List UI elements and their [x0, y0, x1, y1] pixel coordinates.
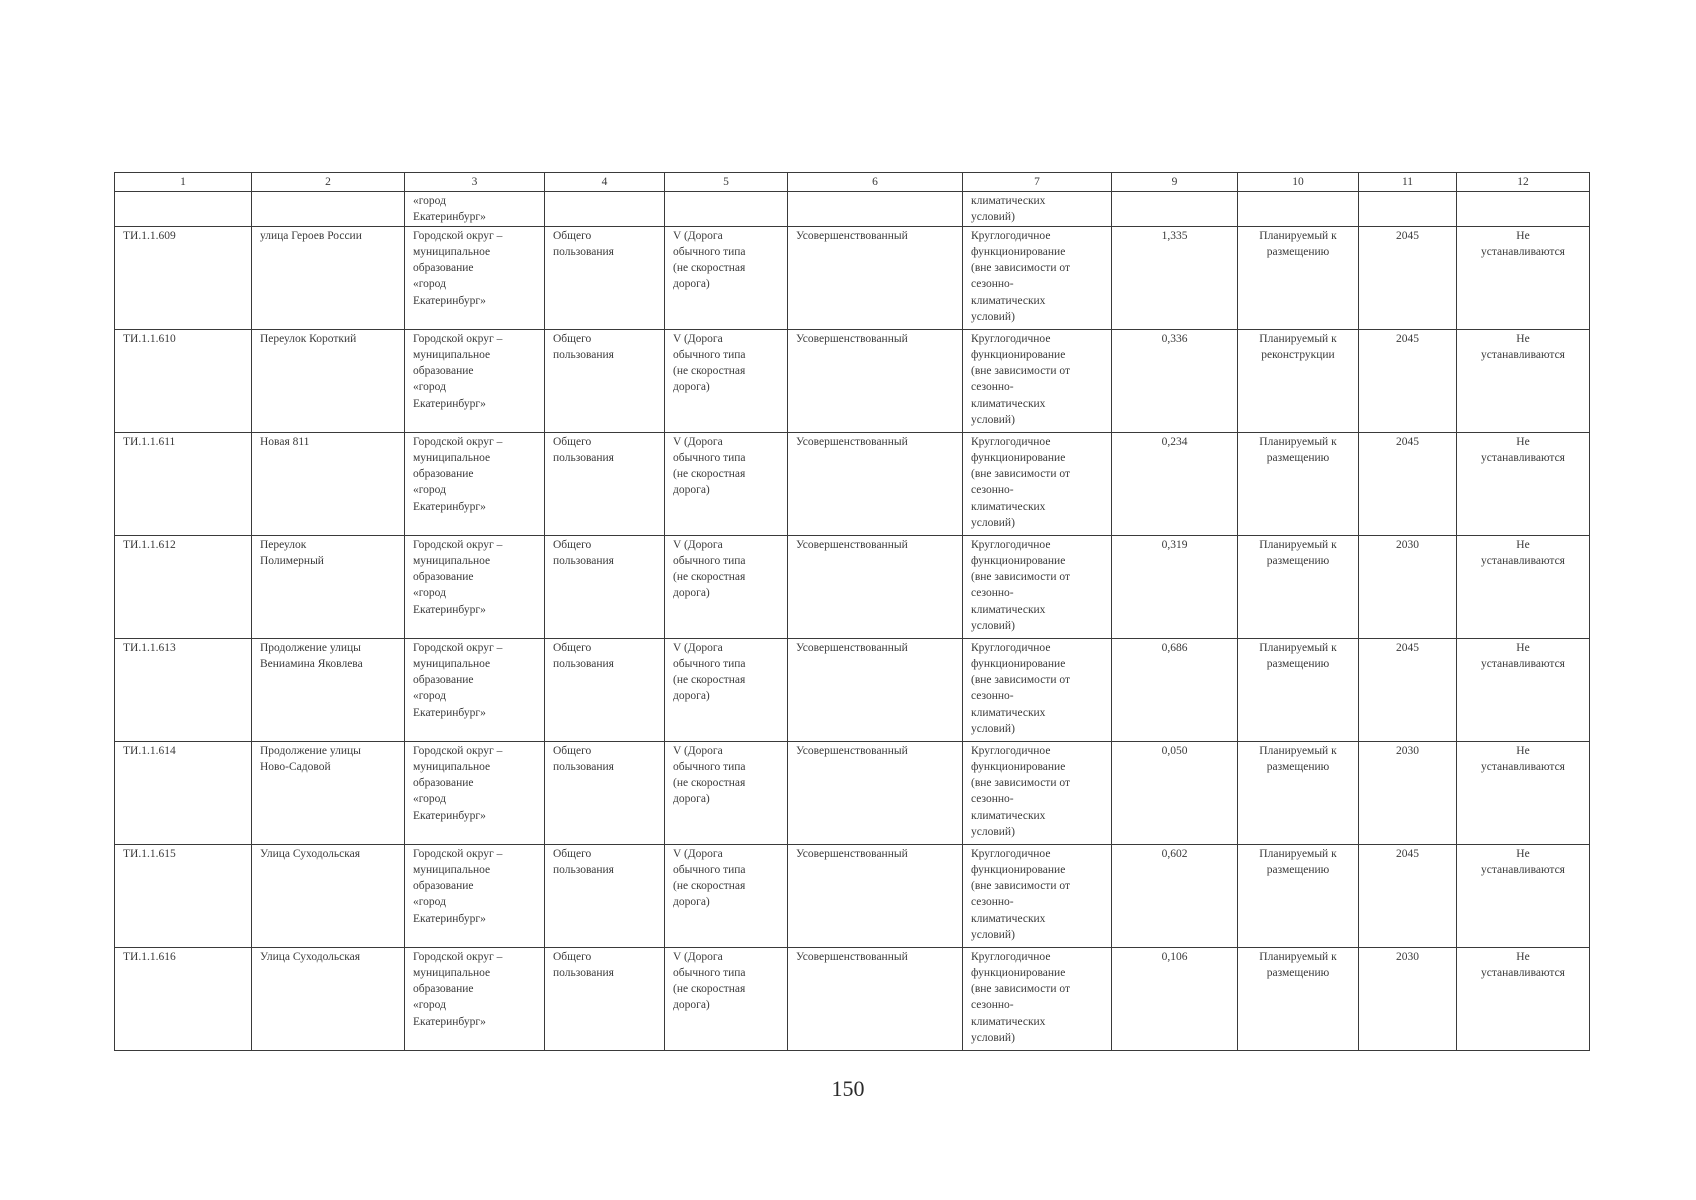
table-row	[115, 844, 1590, 947]
cell-length: 0,319	[1112, 535, 1238, 638]
table-row	[115, 226, 1590, 329]
table-row-continued	[115, 192, 1590, 227]
cell-length	[1112, 192, 1238, 227]
cell-length: 0,686	[1112, 638, 1238, 741]
cell-municipality: Городской округ – муниципальное образование «город Екатеринбург»	[405, 741, 545, 844]
table-row	[115, 741, 1590, 844]
cell-status: Планируемый к размещению	[1238, 535, 1359, 638]
table-row	[115, 638, 1590, 741]
cell-name: Переулок Полимерный	[252, 535, 405, 638]
cell-purpose: Общего пользования	[545, 432, 665, 535]
table-row	[115, 329, 1590, 432]
cell-road-class: V (Дорога обычного типа (не скоростная дорога)	[665, 535, 788, 638]
cell-municipality: Городской округ – муниципальное образование «город Екатеринбург»	[405, 535, 545, 638]
cell-restrictions: Не устанавливаются	[1457, 226, 1590, 329]
cell-road-class: V (Дорога обычного типа (не скоростная дорога)	[665, 947, 788, 1050]
cell-road-class: V (Дорога обычного типа (не скоростная дорога)	[665, 844, 788, 947]
cell-surface: Усовершенствованный	[788, 741, 963, 844]
table-row	[115, 947, 1590, 1050]
cell-operation: Круглогодичное функционирование (вне зависимости от сезонно- климатических условий)	[963, 226, 1112, 329]
cell-restrictions: Не устанавливаются	[1457, 741, 1590, 844]
cell-length: 0,336	[1112, 329, 1238, 432]
cell-id: ТИ.1.1.616	[115, 947, 252, 1050]
cell-status: Планируемый к размещению	[1238, 844, 1359, 947]
cell-restrictions	[1457, 192, 1590, 227]
cell-operation: Круглогодичное функционирование (вне зависимости от сезонно- климатических условий)	[963, 844, 1112, 947]
cell-year: 2030	[1359, 947, 1457, 1050]
cell-purpose: Общего пользования	[545, 741, 665, 844]
cell-restrictions: Не устанавливаются	[1457, 638, 1590, 741]
page-number: 150	[831, 1076, 865, 1101]
cell-id: 1	[115, 173, 252, 192]
cell-restrictions: Не устанавливаются	[1457, 947, 1590, 1050]
cell-municipality: Городской округ – муниципальное образование «город Екатеринбург»	[405, 226, 545, 329]
cell-status: Планируемый к размещению	[1238, 947, 1359, 1050]
cell-surface: Усовершенствованный	[788, 844, 963, 947]
cell-municipality: Городской округ – муниципальное образование «город Екатеринбург»	[405, 947, 545, 1050]
cell-municipality: Городской округ – муниципальное образование «город Екатеринбург»	[405, 432, 545, 535]
cell-id: ТИ.1.1.615	[115, 844, 252, 947]
cell-restrictions: Не устанавливаются	[1457, 844, 1590, 947]
header-row	[115, 173, 1590, 192]
cell-id: ТИ.1.1.614	[115, 741, 252, 844]
cell-operation: Круглогодичное функционирование (вне зависимости от сезонно- климатических условий)	[963, 638, 1112, 741]
cell-operation: Круглогодичное функционирование (вне зависимости от сезонно- климатических условий)	[963, 535, 1112, 638]
cell-name: улица Героев России	[252, 226, 405, 329]
cell-municipality: Городской округ – муниципальное образование «город Екатеринбург»	[405, 844, 545, 947]
cell-year: 2030	[1359, 741, 1457, 844]
cell-restrictions: Не устанавливаются	[1457, 535, 1590, 638]
cell-surface	[788, 192, 963, 227]
cell-name: Новая 811	[252, 432, 405, 535]
cell-purpose: Общего пользования	[545, 638, 665, 741]
cell-name: Улица Суходольская	[252, 844, 405, 947]
cell-length: 0,106	[1112, 947, 1238, 1050]
cell-length: 0,602	[1112, 844, 1238, 947]
cell-municipality: Городской округ – муниципальное образование «город Екатеринбург»	[405, 329, 545, 432]
cell-road-class: 5	[665, 173, 788, 192]
cell-year: 2030	[1359, 535, 1457, 638]
cell-status: Планируемый к размещению	[1238, 432, 1359, 535]
cell-operation: Круглогодичное функционирование (вне зависимости от сезонно- климатических условий)	[963, 741, 1112, 844]
cell-municipality: 3	[405, 173, 545, 192]
cell-surface: Усовершенствованный	[788, 535, 963, 638]
cell-restrictions: Не устанавливаются	[1457, 432, 1590, 535]
cell-id: ТИ.1.1.611	[115, 432, 252, 535]
cell-status: Планируемый к размещению	[1238, 226, 1359, 329]
cell-purpose: Общего пользования	[545, 535, 665, 638]
cell-status: Планируемый к размещению	[1238, 638, 1359, 741]
cell-length: 1,335	[1112, 226, 1238, 329]
cell-year: 2045	[1359, 226, 1457, 329]
cell-name: Переулок Короткий	[252, 329, 405, 432]
table-row	[115, 535, 1590, 638]
cell-length: 0,234	[1112, 432, 1238, 535]
cell-municipality: «город Екатеринбург»	[405, 192, 545, 227]
cell-name: Продолжение улицы Ново-Садовой	[252, 741, 405, 844]
cell-year: 2045	[1359, 638, 1457, 741]
cell-road-class: V (Дорога обычного типа (не скоростная дорога)	[665, 741, 788, 844]
cell-year: 2045	[1359, 432, 1457, 535]
cell-id: ТИ.1.1.609	[115, 226, 252, 329]
cell-purpose: 4	[545, 173, 665, 192]
table-row	[115, 432, 1590, 535]
cell-id: ТИ.1.1.612	[115, 535, 252, 638]
cell-road-class: V (Дорога обычного типа (не скоростная дорога)	[665, 638, 788, 741]
cell-operation: климатических условий)	[963, 192, 1112, 227]
cell-restrictions: Не устанавливаются	[1457, 329, 1590, 432]
cell-status: Планируемый к размещению	[1238, 741, 1359, 844]
cell-operation: Круглогодичное функционирование (вне зависимости от сезонно- климатических условий)	[963, 329, 1112, 432]
cell-municipality: Городской округ – муниципальное образование «город Екатеринбург»	[405, 638, 545, 741]
cell-year	[1359, 192, 1457, 227]
cell-road-class: V (Дорога обычного типа (не скоростная дорога)	[665, 329, 788, 432]
cell-surface: 6	[788, 173, 963, 192]
cell-road-class: V (Дорога обычного типа (не скоростная дорога)	[665, 432, 788, 535]
cell-name: 2	[252, 173, 405, 192]
cell-surface: Усовершенствованный	[788, 638, 963, 741]
cell-purpose	[545, 192, 665, 227]
cell-road-class: V (Дорога обычного типа (не скоростная дорога)	[665, 226, 788, 329]
cell-status: Планируемый к реконструкции	[1238, 329, 1359, 432]
data-table	[114, 172, 1590, 1051]
cell-name: Улица Суходольская	[252, 947, 405, 1050]
cell-name: Продолжение улицы Вениамина Яковлева	[252, 638, 405, 741]
cell-surface: Усовершенствованный	[788, 226, 963, 329]
cell-surface: Усовершенствованный	[788, 432, 963, 535]
cell-length: 0,050	[1112, 741, 1238, 844]
cell-purpose: Общего пользования	[545, 329, 665, 432]
cell-purpose: Общего пользования	[545, 844, 665, 947]
cell-operation: Круглогодичное функционирование (вне зависимости от сезонно- климатических условий)	[963, 432, 1112, 535]
cell-purpose: Общего пользования	[545, 947, 665, 1050]
cell-status: 10	[1238, 173, 1359, 192]
cell-surface: Усовершенствованный	[788, 947, 963, 1050]
cell-purpose: Общего пользования	[545, 226, 665, 329]
cell-id: ТИ.1.1.613	[115, 638, 252, 741]
cell-surface: Усовершенствованный	[788, 329, 963, 432]
cell-id	[115, 192, 252, 227]
cell-length: 9	[1112, 173, 1238, 192]
cell-operation: Круглогодичное функционирование (вне зависимости от сезонно- климатических условий)	[963, 947, 1112, 1050]
cell-name	[252, 192, 405, 227]
cell-year: 2045	[1359, 844, 1457, 947]
cell-road-class	[665, 192, 788, 227]
cell-year: 11	[1359, 173, 1457, 192]
cell-restrictions: 12	[1457, 173, 1590, 192]
cell-id: ТИ.1.1.610	[115, 329, 252, 432]
cell-year: 2045	[1359, 329, 1457, 432]
cell-operation: 7	[963, 173, 1112, 192]
cell-status	[1238, 192, 1359, 227]
